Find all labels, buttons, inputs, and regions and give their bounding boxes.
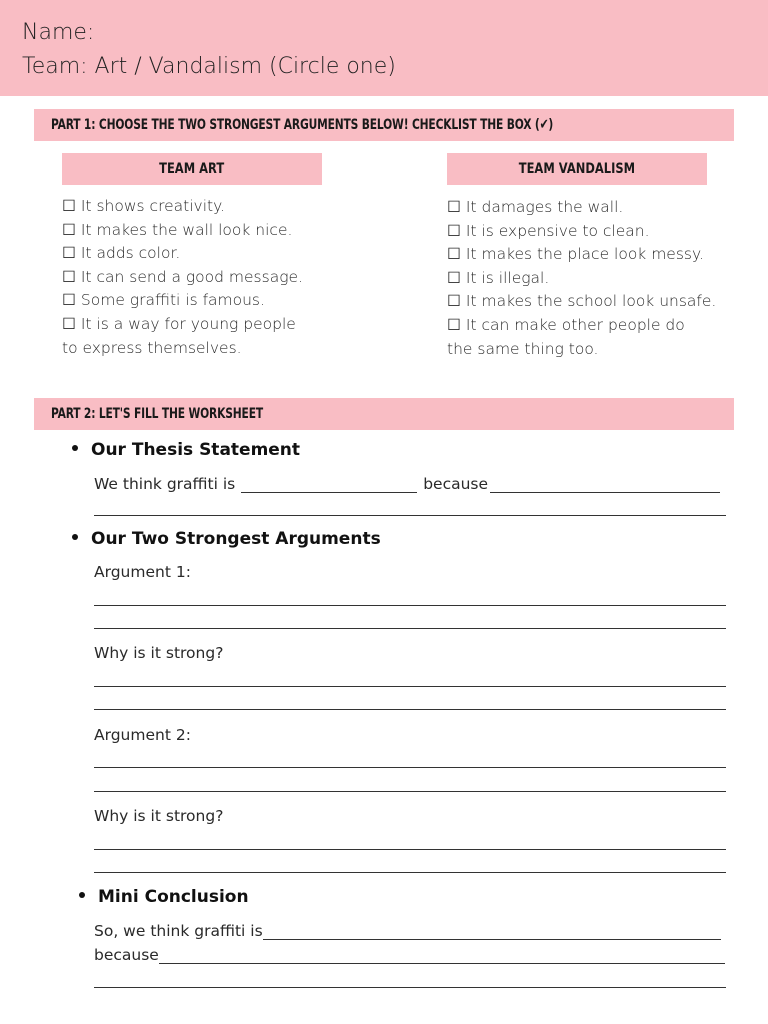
argument-1-label: Argument 1: [94,563,191,581]
conclusion-line-1-start: So, we think graffiti is [94,922,263,940]
checkbox-icon[interactable]: ☐ [62,220,76,239]
conclusion-line-2-start: because [94,946,159,964]
checklist-item-continuation: to express themselves. [62,338,242,357]
checkbox-icon[interactable]: ☐ [447,268,461,287]
thesis-blank-2[interactable] [490,474,720,493]
conclusion-line-2 [94,945,725,964]
why-strong-2-label: Why is it strong? [94,807,224,825]
checkbox-icon[interactable]: ☐ [447,245,461,264]
checklist-item-continuation: the same thing too. [447,339,599,358]
conclusion-line-1 [94,921,721,940]
checklist-item[interactable]: ☐ It shows creativity. [62,197,225,215]
conclusion-blank-2[interactable] [159,945,725,964]
team-choice-line: Team: Art / Vandalism (Circle one) [22,54,396,79]
answer-line[interactable] [94,849,726,850]
answer-line[interactable] [94,515,726,516]
checkbox-icon[interactable]: ☐ [447,315,461,334]
checklist-item[interactable]: ☐ It is a way for young people [62,314,296,333]
conclusion-blank-1[interactable] [263,921,721,940]
checklist-item[interactable]: ☐ It is expensive to clean. [447,221,650,240]
answer-line[interactable] [94,767,726,768]
checklist-item[interactable]: ☐ It can send a good message. [62,267,303,286]
thesis-heading: Our Thesis Statement [72,440,300,460]
conclusion-heading: Mini Conclusion [79,887,249,907]
checklist-item[interactable]: ☐ It damages the wall. [447,198,624,216]
header-banner [0,0,768,96]
checklist-item[interactable]: ☐ Some graffiti is famous. [62,291,265,310]
checkbox-icon[interactable]: ☐ [447,292,461,311]
team-art-checklist [62,195,303,360]
answer-line[interactable] [94,628,726,629]
name-field-label: Name: [22,20,95,45]
part2-heading-bar [34,398,734,430]
answer-line[interactable] [94,872,726,873]
team-art-title: TEAM ART [159,161,225,177]
bullet-icon [79,892,85,898]
why-strong-1-label: Why is it strong? [94,644,224,662]
checklist-item[interactable]: ☐ It makes the school look unsafe. [447,292,717,311]
thesis-sentence-start: We think graffiti is [94,475,236,493]
part2-title: PART 2: LET'S FILL THE WORKSHEET [51,406,263,422]
team-art-heading [62,153,322,185]
team-vandalism-heading [447,153,707,185]
thesis-blank-1[interactable] [241,474,417,493]
part1-title: PART 1: CHOOSE THE TWO STRONGEST ARGUMENTS BELOW! CHECKLIST THE BOX (✔) [51,117,554,133]
bullet-icon [72,534,78,540]
answer-line[interactable] [94,686,726,687]
checkbox-icon[interactable]: ☐ [447,198,461,216]
checklist-item[interactable]: ☐ It is illegal. [447,268,550,287]
checklist-item[interactable]: ☐ It makes the wall look nice. [62,220,293,239]
bullet-icon [72,445,78,451]
checkbox-icon[interactable]: ☐ [62,197,76,215]
checkbox-icon[interactable]: ☐ [62,291,76,310]
checklist-item[interactable]: ☐ It can make other people do [447,315,685,334]
argument-2-label: Argument 2: [94,726,191,744]
team-vandalism-title: TEAM VANDALISM [518,161,636,177]
team-vandalism-checklist [447,196,716,361]
thesis-sentence-because: because [423,475,489,493]
part1-heading-bar [34,109,734,141]
checklist-item[interactable]: ☐ It adds color. [62,244,181,263]
answer-line[interactable] [94,791,726,792]
checkbox-icon[interactable]: ☐ [62,314,76,333]
checkbox-icon[interactable]: ☐ [447,221,461,240]
checkbox-icon[interactable]: ☐ [62,244,76,263]
checklist-item[interactable]: ☐ It makes the place look messy. [447,245,704,264]
answer-line[interactable] [94,709,726,710]
arguments-heading: Our Two Strongest Arguments [72,529,381,549]
answer-line[interactable] [94,605,726,606]
thesis-sentence [94,474,720,493]
answer-line[interactable] [94,987,726,988]
checkbox-icon[interactable]: ☐ [62,267,76,286]
